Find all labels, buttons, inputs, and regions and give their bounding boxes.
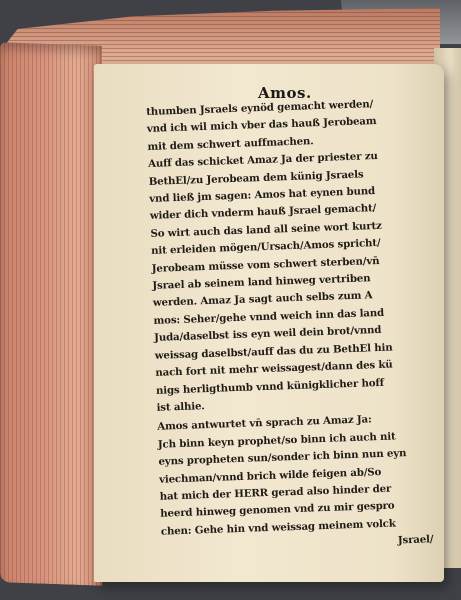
text-line: wider dich vnderm hauß Jsrael gemacht/ <box>149 202 377 223</box>
text-line: nit erleiden mögen/Ursach/Amos spricht/ <box>150 237 381 258</box>
text-line: Auff das schicket Amaz Ja der priester zu <box>147 150 378 171</box>
text-line: Juda/daselbst iss eyn weil dein brot/vnnd <box>153 324 382 345</box>
text-line: thumben Jsraels eynöd gemacht werden/ <box>146 98 374 118</box>
page-block-fore-edge <box>0 42 102 586</box>
text-line: Jsrael/ <box>397 533 434 547</box>
text-line: weissag daselbst/auff das du zu BethEl hin <box>154 341 393 362</box>
text-line: So wirt auch das land all seine wort kurtz <box>150 219 382 240</box>
text-line: hat mich der HERR gerad also hinder der <box>159 482 392 503</box>
text-line: viechman/vnnd brich wilde feigen ab/So <box>158 465 382 486</box>
text-line: heerd hinweg genomen vnd zu mir gespro <box>160 499 395 521</box>
text-line: mit dem schwert auffmachen. <box>147 134 314 153</box>
text-line: werden. Amaz Ja sagt auch selbs zum A <box>152 289 373 310</box>
text-line: mos: Seher/gehe vnnd weich inn das land <box>153 306 385 327</box>
text-line: Jsrael ab seinem land hinweg vertriben <box>152 272 371 292</box>
text-line: nigs herligthumb vnnd künigklicher hoff <box>155 376 385 397</box>
text-line: Jerobeam müsse vom schwert sterben/vn̄ <box>151 254 380 275</box>
text-line: nach fort nit mehr weissagest/dann des kü <box>155 358 393 379</box>
text-line: Jch binn keyn prophet/so binn ich auch nit <box>157 430 396 451</box>
text-line: BethEl/zu Jerobeam dem künig Jsraels <box>148 168 364 188</box>
text-line: ist alhie. <box>156 400 205 414</box>
page-heading: Amos. <box>258 84 312 102</box>
text-line: chen: Gehe hin vnd weissag meinem volck <box>160 517 396 538</box>
text-line: eyns propheten sun/sonder ich binn nun eyn <box>158 447 407 468</box>
text-column <box>146 94 438 558</box>
text-line: vnd ließ jm sagen: Amos hat eynen bund <box>149 185 376 205</box>
text-line: Amos antwurtet vn̄ sprach zu Amaz Ja: <box>157 413 372 434</box>
text-line: vnd ich wil mich vber das hauß Jerobeam <box>146 115 377 136</box>
